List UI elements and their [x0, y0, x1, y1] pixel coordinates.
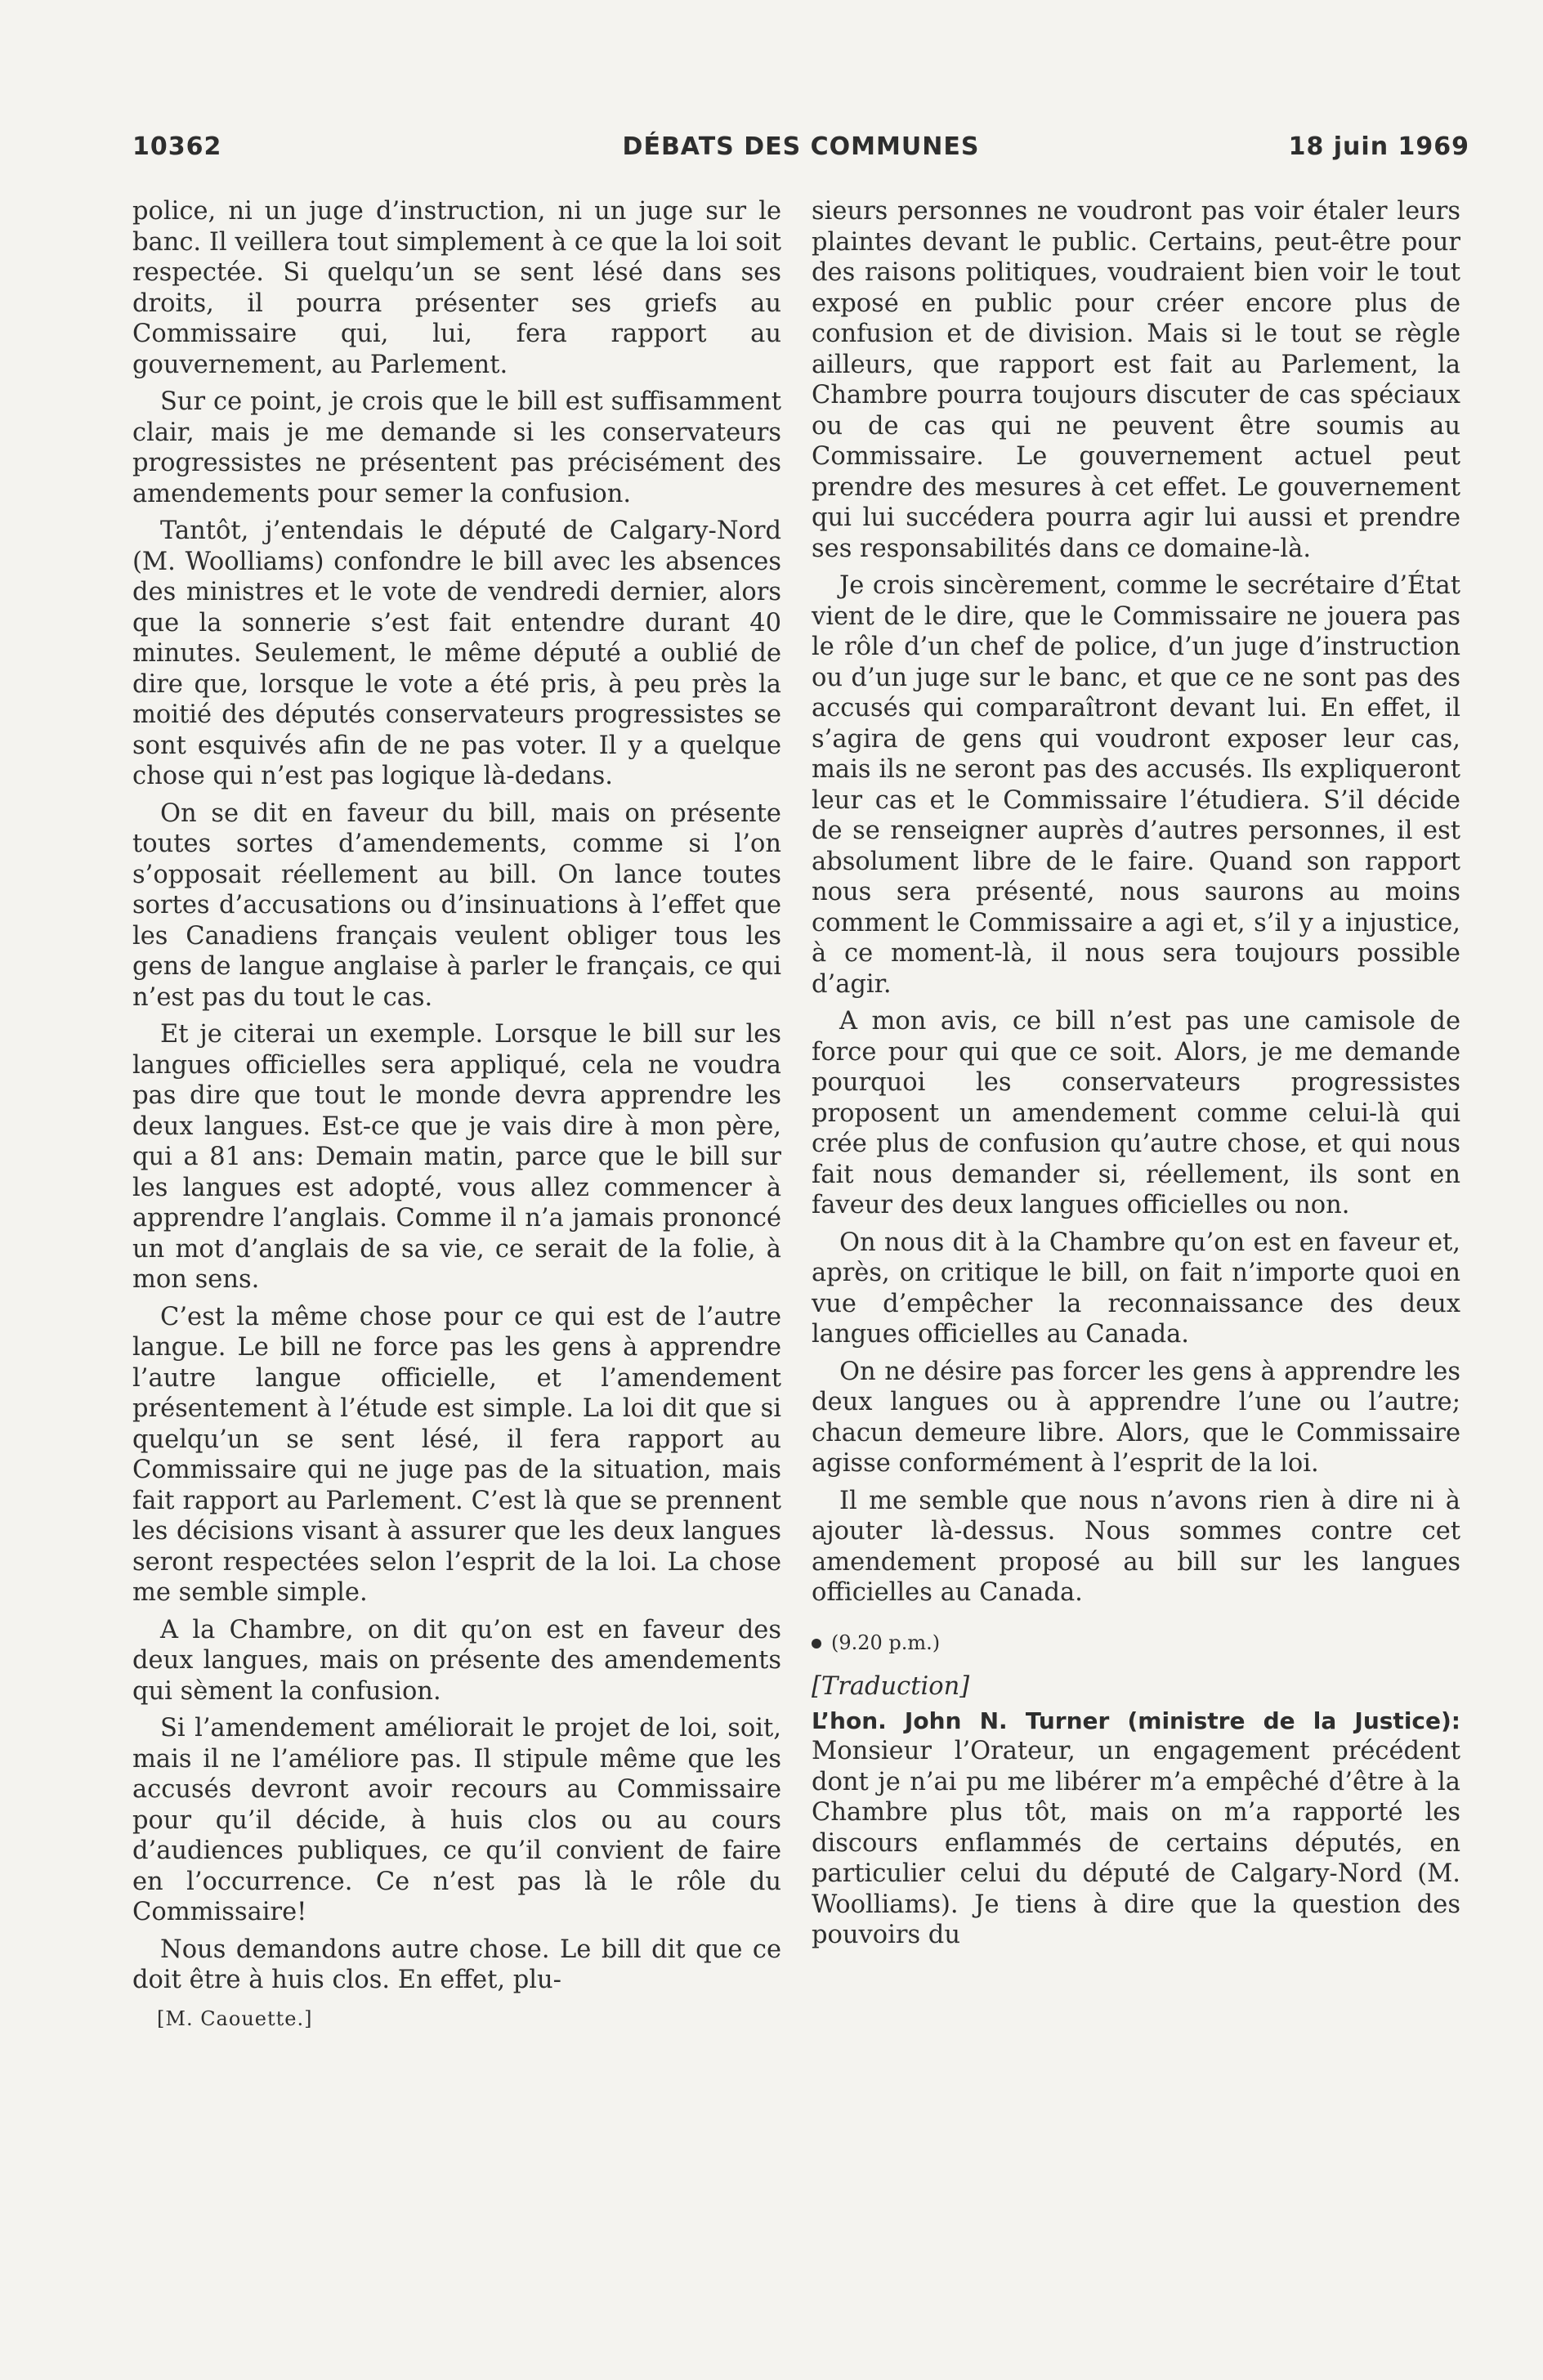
traduction-label: [Traduction]	[812, 1672, 970, 1701]
bullet-icon	[812, 1639, 821, 1649]
paragraph: Je crois sincèrement, comme le secrétaire d’État vient de le dire, que le Commissaire ne jouera pas le rôle d’un chef de police, d’un juge d’instruction ou d’un juge sur le banc, et que ce ne sont pas des accusés qui comparaîtront devant lui. En effet, il s’agira de gens qui voudront exposer leur cas, mais ils ne seront pas des accusés. Ils expliqueront leur cas et le Commissaire l’étudiera. S’il décide de se renseigner auprès d’autres personnes, il est absolument libre de le faire. Quand son rapport nous sera présenté, nous saurons au moins comment le Commissaire a agi et, s’il y a injustice, à ce moment-là, il nous sera toujours possible d’agir.	[812, 571, 1460, 999]
page-date: 18 juin 1969	[1288, 132, 1469, 161]
speech-paragraph	[812, 1706, 1460, 1951]
paragraph: Si l’amendement améliorait le projet de loi, soit, mais il ne l’améliore pas. Il stipule même que les accusés devront avoir recours au Commissaire pour qu’il décide, à huis clos ou au cours d’audiences publiques, ce qu’il convient de faire en l’occurrence. Ce n’est pas là le rôle du Commissaire!	[132, 1714, 781, 1926]
paragraph: police, ni un juge d’instruction, ni un juge sur le banc. Il veillera tout simplement à ce que la loi soit respectée. Si quelqu’un se sent lésé dans ses droits, il pourra présenter ses griefs au Commissaire qui, lui, fera rapport au gouvernement, au Parlement.	[132, 197, 781, 379]
speech-text: Monsieur l’Orateur, un engagement précédent dont je n’ai pu me libérer m’a empêché d’être à la Chambre plus tôt, mais on m’a rapporté les discours enflammés de certains députés, en particulier celui du député de Calgary-Nord (M. Woolliams). Je tiens à dire que la question des pouvoirs du	[812, 1737, 1460, 1949]
page-header	[132, 132, 1469, 168]
paragraph: On ne désire pas forcer les gens à apprendre les deux langues ou à apprendre l’une ou l’autre; chacun demeure libre. Alors, que le Commissaire agisse conformément à l’esprit de la loi.	[812, 1357, 1460, 1478]
speaker-name: L’hon. John N. Turner (ministre de la Justice):	[812, 1707, 1460, 1734]
paragraph: Sur ce point, je crois que le bill est suffisamment clair, mais je me demande si les conservateurs progressistes ne présentent pas précisément des amendements pour semer la confusion.	[132, 387, 781, 508]
speaker-attribution: [M. Caouette.]	[157, 2006, 313, 2030]
paragraph: Et je citerai un exemple. Lorsque le bill sur les langues officielles sera appliqué, cela ne voudra pas dire que tout le monde devra apprendre les deux langues. Est-ce que je vais dire à mon père, qui a 81 ans: Demain matin, parce que le bill sur les langues est adopté, vous allez commencer à apprendre l’anglais. Comme il n’a jamais prononcé un mot d’anglais de sa vie, ce serait de la folie, à mon sens.	[132, 1020, 781, 1294]
paragraph: sieurs personnes ne voudront pas voir étaler leurs plaintes devant le public. Certains, peut-être pour des raisons politiques, voudraient bien voir le tout exposé en public pour créer encore plus de confusion et de division. Mais si le tout se règle ailleurs, que rapport est fait au Parlement, la Chambre pourra toujours discuter de cas spéciaux ou de cas qui ne peuvent être soumis au Commissaire. Le gouvernement actuel peut prendre des mesures à cet effet. Le gouvernement qui lui succédera pourra agir lui aussi et prendre ses responsabilités dans ce domaine-là.	[812, 197, 1460, 563]
publication-title: DÉBATS DES COMMUNES	[622, 132, 980, 161]
paragraph: On nous dit à la Chambre qu’on est en faveur et, après, on critique le bill, on fait n’importe quoi en vue d’empêcher la reconnaissance des deux langues officielles au Canada.	[812, 1228, 1460, 1349]
paragraph: Tantôt, j’entendais le député de Calgary-Nord (M. Woolliams) confondre le bill avec les absences des ministres et le vote de vendredi dernier, alors que la sonnerie s’est fait entendre durant 40 minutes. Seulement, le même député a oublié de dire que, lorsque le vote a été pris, à peu près la moitié des députés conservateurs progressistes se sont esquivés afin de ne pas voter. Il y a quelque chose qui n’est pas logique là-dedans.	[132, 517, 781, 790]
page-number: 10362	[132, 132, 222, 161]
paragraph: A la Chambre, on dit qu’on est en faveur des deux langues, mais on présente des amendements qui sèment la confusion.	[132, 1615, 781, 1706]
paragraph: C’est la même chose pour ce qui est de l’autre langue. Le bill ne force pas les gens à apprendre l’autre langue officielle, et l’amendement présentement à l’étude est simple. La loi dit que si quelqu’un se sent lésé, il fera rapport au Commissaire qui ne juge pas de la situation, mais fait rapport au Parlement. C’est là que se prennent les décisions visant à assurer que les deux langues seront respectées selon l’esprit de la loi. La chose me semble simple.	[132, 1302, 781, 1607]
right-column	[812, 196, 1460, 1957]
time-marker-text: (9.20 p.m.)	[831, 1631, 941, 1654]
paragraph: On se dit en faveur du bill, mais on présente toutes sortes d’amendements, comme si l’on s’opposait réellement au bill. On lance toutes sortes d’accusations ou d’insinuations à l’effet que les Canadiens français veulent obliger tous les gens de langue anglaise à parler le français, ce qui n’est pas du tout le cas.	[132, 799, 781, 1012]
time-marker	[812, 1628, 1460, 1659]
paragraph: Il me semble que nous n’avons rien à dire ni à ajouter là-dessus. Nous sommes contre cet amendement proposé au bill sur les langues officielles au Canada.	[812, 1486, 1460, 1607]
paragraph: A mon avis, ce bill n’est pas une camisole de force pour qui que ce soit. Alors, je me demande pourquoi les conservateurs progressistes proposent un amendement comme celui-là qui crée plus de confusion qu’autre chose, et qui nous fait nous demander si, réellement, ils sont en faveur des deux langues officielles ou non.	[812, 1007, 1460, 1219]
left-column	[132, 196, 781, 2034]
paragraph: Nous demandons autre chose. Le bill dit que ce doit être à huis clos. En effet, plu-	[132, 1935, 781, 1994]
